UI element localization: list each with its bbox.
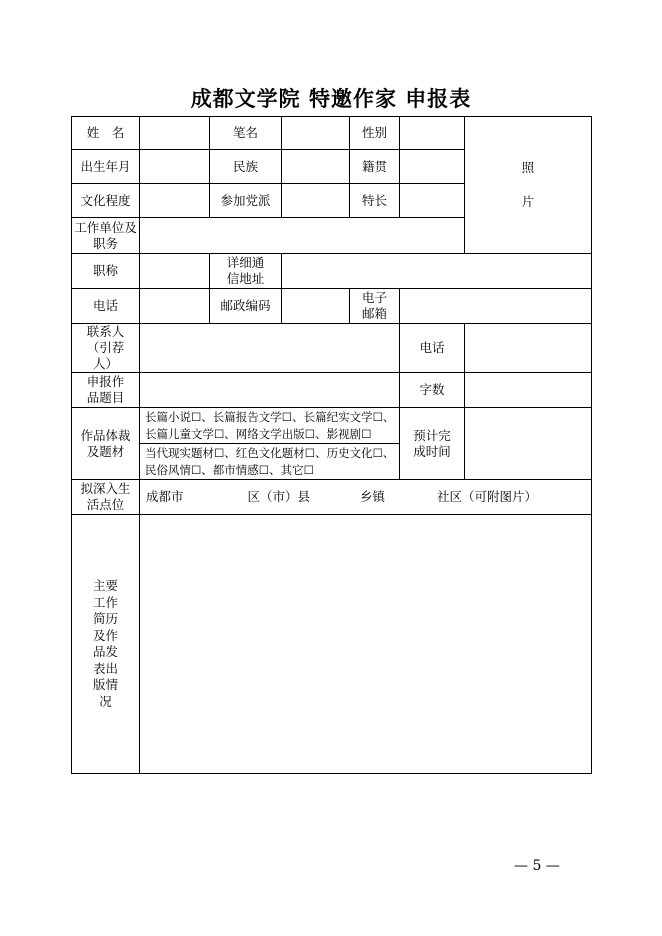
- life-town: 乡镇: [360, 489, 386, 504]
- label-contact-phone: 电话: [400, 324, 465, 373]
- photo-label-2: 片: [521, 194, 535, 209]
- photo-label-1: 照: [521, 160, 535, 175]
- party-field[interactable]: [282, 184, 350, 218]
- label-email: 电子邮箱: [350, 289, 400, 324]
- address-field[interactable]: [282, 254, 592, 289]
- phone-field[interactable]: [140, 289, 210, 324]
- page-number: — 5 —: [514, 858, 560, 874]
- work-title-field[interactable]: [140, 373, 400, 408]
- label-contact: 联系人（引荐人）: [72, 324, 140, 373]
- label-address: 详细通信地址: [210, 254, 282, 289]
- life-district: 区（市）县: [247, 489, 311, 504]
- label-postcode: 邮政编码: [210, 289, 282, 324]
- native-field[interactable]: [400, 150, 465, 184]
- page-title: 成都文学院 特邀作家 申报表: [190, 87, 472, 111]
- life-city: 成都市: [146, 489, 184, 504]
- birth-field[interactable]: [140, 150, 210, 184]
- label-resume: [72, 515, 140, 774]
- label-ethnicity: 民族: [210, 150, 282, 184]
- label-completion: 预计完成时间: [400, 408, 465, 480]
- work-unit-field[interactable]: [140, 218, 465, 254]
- label-word-count: 字数: [400, 373, 465, 408]
- label-pen-name: 笔名: [210, 117, 282, 150]
- postcode-field[interactable]: [282, 289, 350, 324]
- label-birth: 出生年月: [72, 150, 140, 184]
- label-work-unit: 工作单位及职务: [72, 218, 140, 254]
- completion-field[interactable]: [465, 408, 592, 480]
- life-community: 社区（可附图片）: [437, 489, 538, 504]
- title-rank-field[interactable]: [140, 254, 210, 289]
- application-form: [71, 116, 592, 774]
- label-life-point: 拟深入生活点位: [72, 480, 140, 515]
- genre-options-1[interactable]: 长篇小说☐、长篇报告文学☐、长篇纪实文学☐、长篇儿童文学☐、网络文学出版☐、影视剧☐: [140, 408, 400, 444]
- label-name: 姓 名: [72, 117, 140, 150]
- resume-label: 主要工作简历及作品发表出版情况: [92, 578, 118, 709]
- pen-name-field[interactable]: [282, 117, 350, 150]
- label-gender: 性别: [350, 117, 400, 150]
- education-field[interactable]: [140, 184, 210, 218]
- resume-field[interactable]: [140, 515, 592, 774]
- label-title-rank: 职称: [72, 254, 140, 289]
- ethnicity-field[interactable]: [282, 150, 350, 184]
- label-native: 籍贯: [350, 150, 400, 184]
- gender-field[interactable]: [400, 117, 465, 150]
- life-point-field[interactable]: [140, 480, 592, 515]
- genre-options-2[interactable]: 当代现实题材☐、红色文化题材☐、历史文化☐、民俗风情☐、都市情感☐、其它☐: [140, 444, 400, 480]
- photo-box[interactable]: [465, 117, 592, 254]
- label-genre: 作品体裁及题材: [72, 408, 140, 480]
- name-field[interactable]: [140, 117, 210, 150]
- email-field[interactable]: [400, 289, 592, 324]
- label-party: 参加党派: [210, 184, 282, 218]
- label-work-title: 申报作品题目: [72, 373, 140, 408]
- word-count-field[interactable]: [465, 373, 592, 408]
- label-phone: 电话: [72, 289, 140, 324]
- contact-phone-field[interactable]: [465, 324, 592, 373]
- specialty-field[interactable]: [400, 184, 465, 218]
- label-education: 文化程度: [72, 184, 140, 218]
- label-specialty: 特长: [350, 184, 400, 218]
- contact-field[interactable]: [140, 324, 400, 373]
